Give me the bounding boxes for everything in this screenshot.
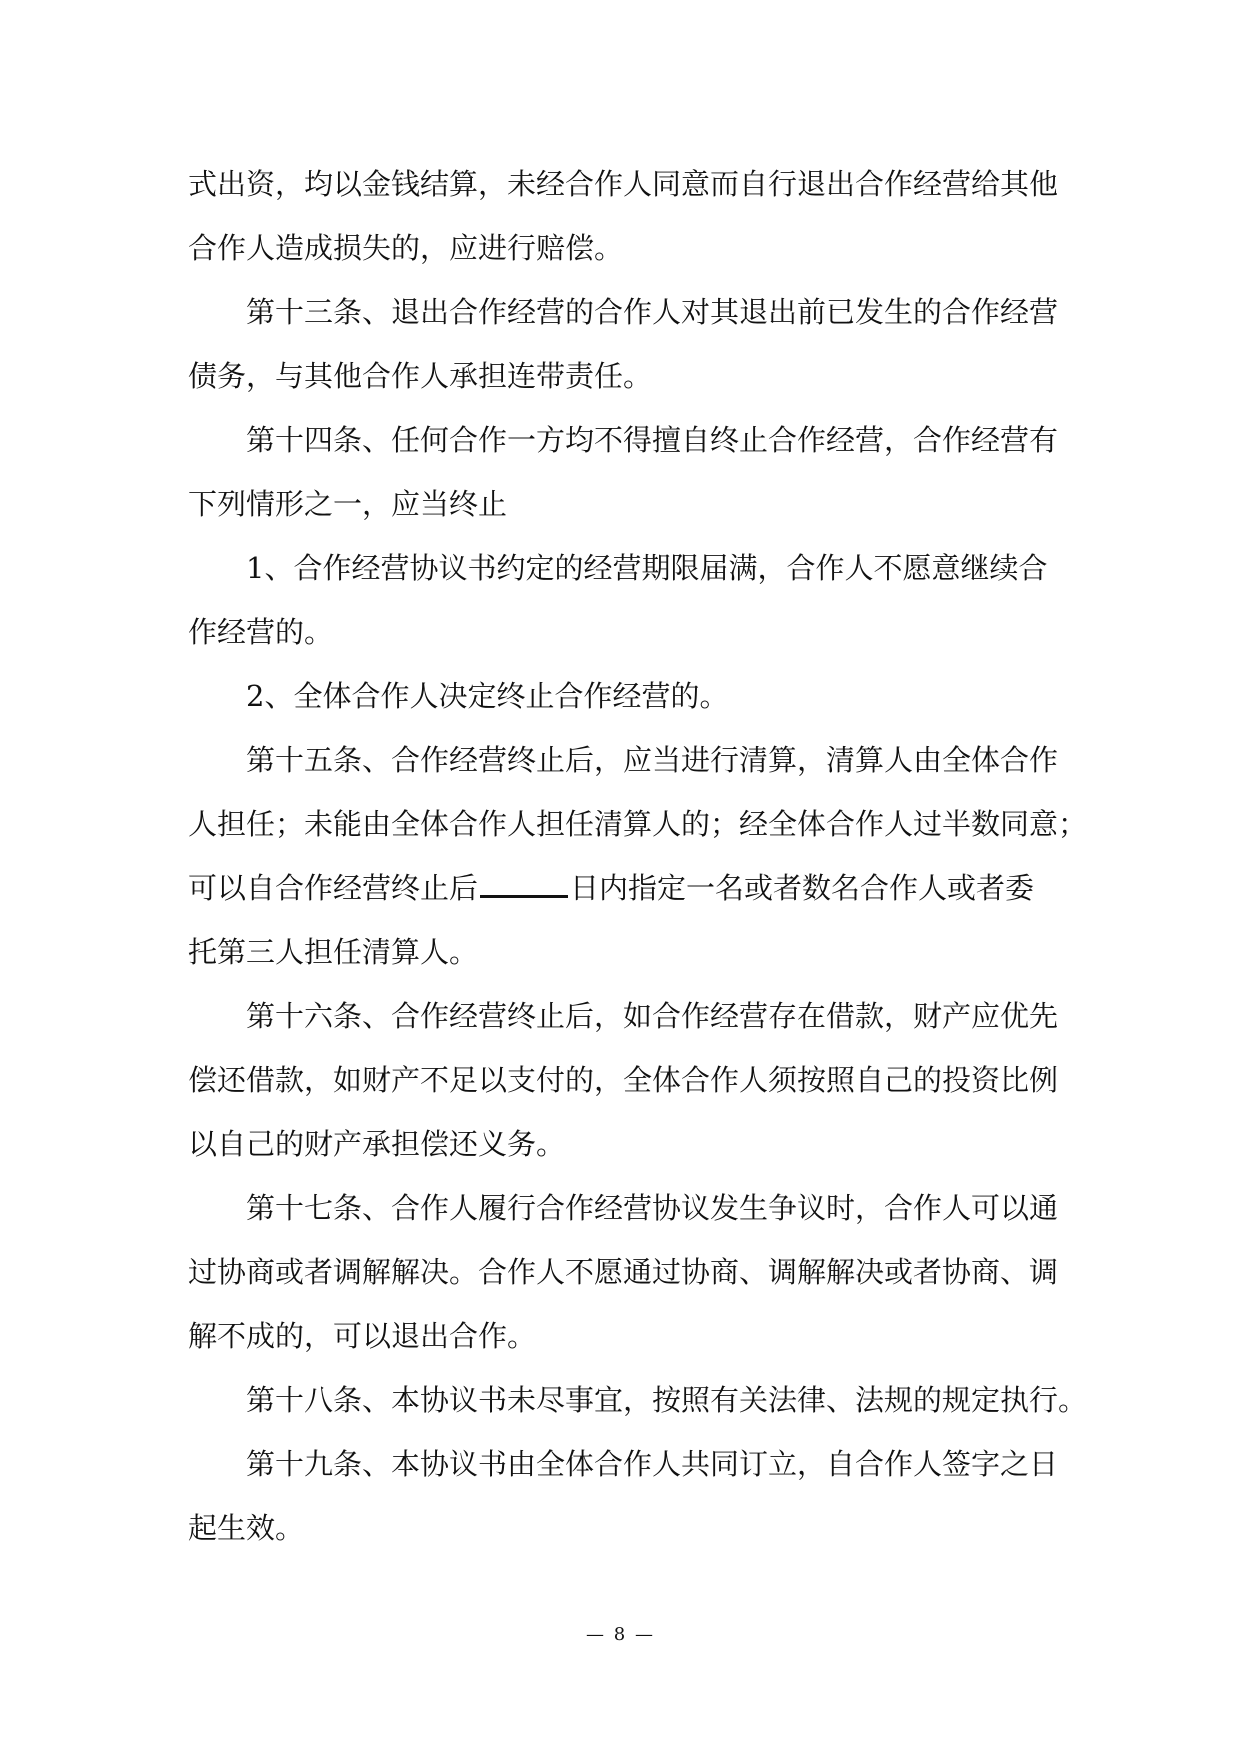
text-line: 人担任；未能由全体合作人担任清算人的；经全体合作人过半数同意；: [188, 807, 1088, 841]
text-line: 偿还借款，如财产不足以支付的，全体合作人须按照自己的投资比例: [188, 1063, 1059, 1097]
list-item-2: 2、全体合作人决定终止合作经营的。: [246, 679, 729, 713]
article-14-line: 第十四条、任何合作一方均不得擅自终止合作经营，合作经营有: [246, 423, 1059, 457]
text-line: 下列情形之一，应当终止: [188, 487, 508, 521]
text-line: 解不成的，可以退出合作。: [188, 1319, 537, 1353]
article-19-line: 第十九条、本协议书由全体合作人共同订立，自合作人签字之日: [246, 1447, 1059, 1481]
text-line: 起生效。: [188, 1511, 305, 1545]
document-body: [188, 152, 1088, 1560]
text-line: 式出资，均以金钱结算，未经合作人同意而自行退出合作经营给其他: [188, 167, 1059, 201]
text-segment: 可以自合作经营终止后: [188, 871, 479, 905]
text-line: 托第三人担任清算人。: [188, 935, 479, 969]
article-17-line: 第十七条、合作人履行合作经营协议发生争议时，合作人可以通: [246, 1191, 1059, 1225]
text-line-with-blank: [188, 856, 1058, 920]
text-line: 合作人造成损失的，应进行赔偿。: [188, 231, 624, 265]
article-13-line: 第十三条、退出合作经营的合作人对其退出前已发生的合作经营: [246, 295, 1059, 329]
fill-in-blank: [480, 875, 568, 898]
article-18-line: 第十八条、本协议书未尽事宜，按照有关法律、法规的规定执行。: [246, 1383, 1088, 1417]
text-line: 作经营的。: [188, 615, 334, 649]
text-line: 债务，与其他合作人承担连带责任。: [188, 359, 653, 393]
list-item-1: 1、合作经营协议书约定的经营期限届满，合作人不愿意继续合: [246, 551, 1048, 585]
text-line: 过协商或者调解解决。合作人不愿通过协商、调解解决或者协商、调: [188, 1255, 1059, 1289]
text-segment: 日内指定一名或者数名合作人或者委: [570, 871, 1035, 905]
article-16-line: 第十六条、合作经营终止后，如合作经营存在借款，财产应优先: [246, 999, 1059, 1033]
page-number: — 8 —: [586, 1624, 655, 1645]
text-line: 以自己的财产承担偿还义务。: [188, 1127, 566, 1161]
article-15-line: 第十五条、合作经营终止后，应当进行清算，清算人由全体合作: [246, 743, 1059, 777]
